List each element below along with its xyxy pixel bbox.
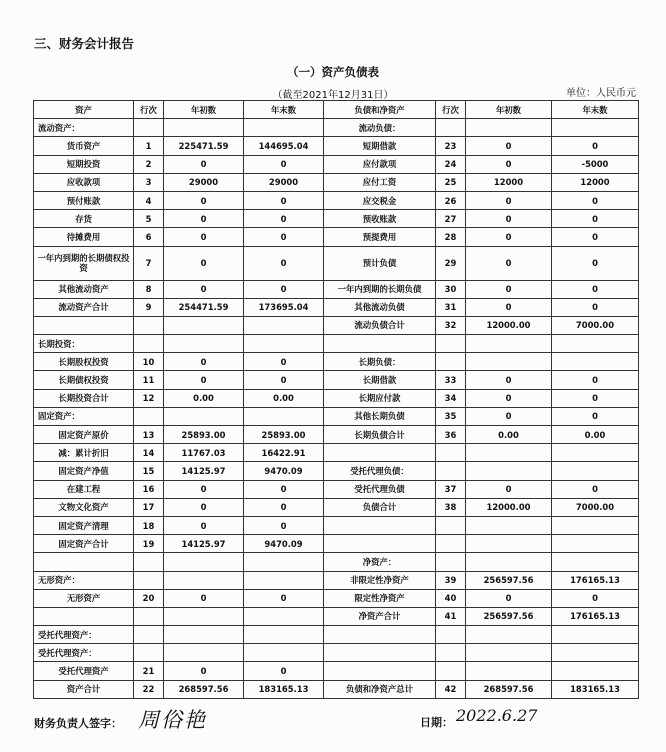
table-cell — [134, 644, 164, 662]
table-cell: 0 — [244, 498, 324, 516]
table-cell — [324, 626, 436, 644]
table-cell — [164, 553, 244, 571]
table-cell — [436, 516, 466, 534]
table-cell — [34, 607, 134, 625]
table-cell: 长期投资合计 — [34, 389, 134, 407]
table-cell: 225471.59 — [164, 137, 244, 155]
table-cell: 2 — [134, 155, 164, 173]
table-cell: 其他流动资产 — [34, 280, 134, 298]
table-cell — [436, 644, 466, 662]
table-row — [34, 462, 639, 480]
table-cell: 0 — [244, 480, 324, 498]
table-cell — [436, 444, 466, 462]
table-cell: 24 — [436, 155, 466, 173]
table-row — [34, 498, 639, 516]
table-cell: 23 — [436, 137, 466, 155]
table-cell: 0 — [164, 210, 244, 228]
table-cell: 0 — [244, 228, 324, 246]
table-cell: 18 — [134, 516, 164, 534]
table-cell — [134, 407, 164, 425]
table-row — [34, 228, 639, 246]
table-cell — [466, 626, 552, 644]
table-cell: 3 — [134, 173, 164, 191]
table-cell: 11 — [134, 371, 164, 389]
table-cell: 0 — [466, 191, 552, 209]
table-cell: 预提费用 — [324, 228, 436, 246]
table-cell: 0 — [244, 191, 324, 209]
table-cell: 26 — [436, 191, 466, 209]
table-cell: 27 — [436, 210, 466, 228]
table-cell: 12000 — [466, 173, 552, 191]
table-cell: 6 — [134, 228, 164, 246]
table-cell: 其他流动负债 — [324, 298, 436, 316]
table-cell: 在建工程 — [34, 480, 134, 498]
table-cell: 37 — [436, 480, 466, 498]
table-cell: 0 — [552, 371, 639, 389]
table-cell: 29000 — [244, 173, 324, 191]
table-row — [34, 589, 639, 607]
table-cell: 0 — [244, 280, 324, 298]
table-cell — [436, 626, 466, 644]
table-cell: 0.00 — [244, 389, 324, 407]
table-cell: 144695.04 — [244, 137, 324, 155]
table-cell: 0 — [164, 191, 244, 209]
table-cell — [552, 644, 639, 662]
table-cell — [436, 553, 466, 571]
table-cell: 0 — [552, 228, 639, 246]
table-cell: 0 — [466, 280, 552, 298]
table-cell: 22 — [134, 680, 164, 698]
table-cell: 流动资产合计 — [34, 298, 134, 316]
table-cell: 0 — [466, 371, 552, 389]
table-row — [34, 280, 639, 298]
table-cell — [466, 644, 552, 662]
table-cell: 固定资产合计 — [34, 535, 134, 553]
table-cell: 14125.97 — [164, 535, 244, 553]
table-cell: 固定资产清理 — [34, 516, 134, 534]
table-cell: 25893.00 — [244, 426, 324, 444]
table-cell — [244, 644, 324, 662]
table-cell: 17 — [134, 498, 164, 516]
table-row — [34, 371, 639, 389]
table-cell: 31 — [436, 298, 466, 316]
table-cell: 0 — [244, 246, 324, 280]
table-cell: 0 — [164, 280, 244, 298]
table-cell: 268597.56 — [466, 680, 552, 698]
table-cell: 32 — [436, 316, 466, 334]
table-cell: 固定资产净值 — [34, 462, 134, 480]
table-cell — [436, 462, 466, 480]
table-cell: 0.00 — [164, 389, 244, 407]
table-cell: 34 — [436, 389, 466, 407]
table-cell: 12000.00 — [466, 316, 552, 334]
table-cell: 0 — [244, 353, 324, 371]
table-cell: 0 — [552, 389, 639, 407]
table-cell — [436, 119, 466, 137]
table-cell: 0 — [244, 371, 324, 389]
table-cell: 长期借款 — [324, 371, 436, 389]
table-cell — [134, 626, 164, 644]
table-cell — [552, 553, 639, 571]
table-cell: 0 — [466, 589, 552, 607]
table-cell — [552, 462, 639, 480]
table-cell: 流动负债合计 — [324, 316, 436, 334]
table-cell: 减：累计折旧 — [34, 444, 134, 462]
table-cell: 41 — [436, 607, 466, 625]
table-cell: 256597.56 — [466, 607, 552, 625]
table-cell — [466, 516, 552, 534]
header-cell: 资产 — [34, 101, 134, 119]
table-cell — [134, 119, 164, 137]
table-cell: 文物文化资产 — [34, 498, 134, 516]
table-cell: 短期投资 — [34, 155, 134, 173]
table-cell — [552, 444, 639, 462]
table-cell — [244, 407, 324, 425]
table-cell: 0 — [466, 407, 552, 425]
table-cell: 受托代理资产： — [34, 644, 134, 662]
table-cell — [134, 553, 164, 571]
table-cell: 长期股权投资 — [34, 353, 134, 371]
table-cell: 待摊费用 — [34, 228, 134, 246]
table-cell — [164, 644, 244, 662]
table-cell: 14 — [134, 444, 164, 462]
table-cell: 33 — [436, 371, 466, 389]
table-cell: 35 — [436, 407, 466, 425]
table-row — [34, 444, 639, 462]
balance-sheet-table — [33, 100, 639, 699]
table-cell — [164, 316, 244, 334]
table-cell — [324, 516, 436, 534]
table-cell: 0 — [164, 228, 244, 246]
table-cell: 28 — [436, 228, 466, 246]
table-cell — [244, 571, 324, 589]
table-cell: 0 — [164, 516, 244, 534]
table-row — [34, 335, 639, 353]
table-row — [34, 662, 639, 680]
table-cell — [244, 553, 324, 571]
table-cell: 0 — [244, 589, 324, 607]
table-row — [34, 644, 639, 662]
table-cell: 14125.97 — [164, 462, 244, 480]
table-cell: 流动资产： — [34, 119, 134, 137]
table-cell: 无形资产 — [34, 589, 134, 607]
table-cell: 0 — [164, 246, 244, 280]
table-cell: 0 — [466, 137, 552, 155]
table-row — [34, 389, 639, 407]
table-cell: 预计负债 — [324, 246, 436, 280]
table-cell: 40 — [436, 589, 466, 607]
table-cell: 19 — [134, 535, 164, 553]
table-cell — [244, 607, 324, 625]
table-cell: 0 — [552, 280, 639, 298]
table-cell: 长期负债： — [324, 353, 436, 371]
table-cell: 长期应付款 — [324, 389, 436, 407]
table-cell: 9470.09 — [244, 535, 324, 553]
table-cell — [324, 535, 436, 553]
table-cell: 存货 — [34, 210, 134, 228]
table-cell — [436, 535, 466, 553]
table-cell: 42 — [436, 680, 466, 698]
table-cell: 0 — [466, 298, 552, 316]
table-cell: 资产合计 — [34, 680, 134, 698]
table-cell — [164, 626, 244, 644]
table-row — [34, 535, 639, 553]
table-cell: 负债和净资产总计 — [324, 680, 436, 698]
table-cell: 应付工资 — [324, 173, 436, 191]
table-cell: 0.00 — [552, 426, 639, 444]
table-title: （一）资产负债表 — [287, 65, 379, 79]
table-cell — [34, 316, 134, 334]
table-cell: 4 — [134, 191, 164, 209]
table-cell — [436, 662, 466, 680]
table-cell — [552, 353, 639, 371]
table-row — [34, 353, 639, 371]
table-cell: -5000 — [552, 155, 639, 173]
table-cell: 5 — [134, 210, 164, 228]
table-cell: 非限定性净资产 — [324, 571, 436, 589]
table-cell — [552, 626, 639, 644]
table-cell: 25893.00 — [164, 426, 244, 444]
table-cell: 0 — [552, 210, 639, 228]
header-cell: 年末数 — [552, 101, 639, 119]
table-cell: 预付账款 — [34, 191, 134, 209]
table-cell — [244, 316, 324, 334]
table-cell: 长期债权投资 — [34, 371, 134, 389]
table-cell: 30 — [436, 280, 466, 298]
table-cell — [34, 553, 134, 571]
table-cell — [552, 516, 639, 534]
table-row — [34, 516, 639, 534]
table-cell: 25 — [436, 173, 466, 191]
table-cell: 0 — [466, 228, 552, 246]
table-cell — [466, 553, 552, 571]
table-row — [34, 191, 639, 209]
table-row — [34, 137, 639, 155]
table-cell: 预收账款 — [324, 210, 436, 228]
table-cell — [164, 571, 244, 589]
table-cell — [134, 571, 164, 589]
table-cell: 受托代理负债： — [324, 462, 436, 480]
section-title: 三、财务会计报告 — [34, 36, 135, 51]
table-cell: 9 — [134, 298, 164, 316]
table-cell: 固定资产： — [34, 407, 134, 425]
table-cell: 受托代理负债 — [324, 480, 436, 498]
table-cell: 0 — [164, 155, 244, 173]
table-header-row — [34, 101, 639, 119]
table-cell: 36 — [436, 426, 466, 444]
table-cell: 9470.09 — [244, 462, 324, 480]
table-cell — [324, 644, 436, 662]
table-cell: 20 — [134, 589, 164, 607]
table-cell: 其他长期负债 — [324, 407, 436, 425]
table-cell: 货币资产 — [34, 137, 134, 155]
table-cell: 16422.91 — [244, 444, 324, 462]
table-cell — [552, 535, 639, 553]
table-cell: 11767.03 — [164, 444, 244, 462]
date-label: 日期： — [420, 716, 453, 729]
table-cell: 应交税金 — [324, 191, 436, 209]
table-cell: 15 — [134, 462, 164, 480]
table-cell: 176165.13 — [552, 607, 639, 625]
header-cell: 年末数 — [244, 101, 324, 119]
table-cell: 0 — [552, 137, 639, 155]
table-cell: 13 — [134, 426, 164, 444]
header-cell: 行次 — [436, 101, 466, 119]
table-cell: 应付款项 — [324, 155, 436, 173]
table-cell: 12000.00 — [466, 498, 552, 516]
table-cell — [244, 335, 324, 353]
table-cell — [466, 535, 552, 553]
table-cell: 净资产： — [324, 553, 436, 571]
table-cell: 一年内到期的长期债权投资 — [34, 246, 134, 280]
table-cell: 0 — [466, 155, 552, 173]
table-cell — [244, 119, 324, 137]
table-cell: 29000 — [164, 173, 244, 191]
table-cell — [134, 335, 164, 353]
table-cell: 0 — [466, 389, 552, 407]
table-cell: 流动负债： — [324, 119, 436, 137]
table-row — [34, 210, 639, 228]
table-cell — [324, 444, 436, 462]
table-cell — [466, 662, 552, 680]
table-cell: 0.00 — [466, 426, 552, 444]
table-cell: 受托代理资产： — [34, 626, 134, 644]
table-cell: 0 — [164, 480, 244, 498]
table-cell: 无形资产： — [34, 571, 134, 589]
table-cell: 38 — [436, 498, 466, 516]
table-cell: 0 — [552, 480, 639, 498]
table-cell — [324, 335, 436, 353]
table-cell: 7 — [134, 246, 164, 280]
table-cell: 受托代理资产 — [34, 662, 134, 680]
table-cell — [466, 119, 552, 137]
table-cell: 268597.56 — [164, 680, 244, 698]
table-row — [34, 173, 639, 191]
table-cell: 176165.13 — [552, 571, 639, 589]
table-cell — [244, 626, 324, 644]
table-body — [34, 119, 639, 699]
table-row — [34, 246, 639, 280]
table-cell: 7000.00 — [552, 316, 639, 334]
table-cell: 7000.00 — [552, 498, 639, 516]
table-cell: 长期投资： — [34, 335, 134, 353]
table-row — [34, 155, 639, 173]
table-cell: 16 — [134, 480, 164, 498]
table-cell: 256597.56 — [466, 571, 552, 589]
table-cell — [164, 607, 244, 625]
table-cell: 负债合计 — [324, 498, 436, 516]
table-row — [34, 407, 639, 425]
table-cell: 一年内到期的长期负债 — [324, 280, 436, 298]
table-cell: 12000 — [552, 173, 639, 191]
table-cell — [436, 353, 466, 371]
header-cell: 行次 — [134, 101, 164, 119]
table-cell: 0 — [164, 353, 244, 371]
table-row — [34, 626, 639, 644]
table-cell: 0 — [466, 210, 552, 228]
table-cell: 0 — [552, 298, 639, 316]
table-cell: 21 — [134, 662, 164, 680]
table-cell: 0 — [552, 246, 639, 280]
table-cell: 0 — [466, 246, 552, 280]
table-row — [34, 553, 639, 571]
table-cell: 长期负债合计 — [324, 426, 436, 444]
table-cell: 短期借款 — [324, 137, 436, 155]
header-cell: 负债和净资产 — [324, 101, 436, 119]
table-cell: 10 — [134, 353, 164, 371]
header-cell: 年初数 — [466, 101, 552, 119]
table-cell: 0 — [244, 155, 324, 173]
table-cell: 0 — [552, 191, 639, 209]
table-cell: 0 — [466, 480, 552, 498]
table-cell: 限定性净资产 — [324, 589, 436, 607]
table-cell — [552, 119, 639, 137]
table-cell: 0 — [244, 516, 324, 534]
table-cell — [164, 335, 244, 353]
table-cell — [164, 119, 244, 137]
table-cell: 0 — [164, 498, 244, 516]
table-cell: 39 — [436, 571, 466, 589]
table-row — [34, 607, 639, 625]
table-cell: 0 — [164, 589, 244, 607]
table-cell — [466, 335, 552, 353]
table-cell — [552, 662, 639, 680]
table-cell — [466, 353, 552, 371]
table-cell: 183165.13 — [552, 680, 639, 698]
table-cell: 净资产合计 — [324, 607, 436, 625]
table-cell — [552, 335, 639, 353]
table-cell — [466, 444, 552, 462]
handwritten-date: 2022.6.27 — [456, 706, 538, 725]
table-cell: 1 — [134, 137, 164, 155]
table-cell: 29 — [436, 246, 466, 280]
handwritten-signature: 周俗艳 — [138, 708, 207, 732]
currency-unit: 单位：人民币元 — [566, 88, 636, 99]
table-cell — [134, 607, 164, 625]
table-row — [34, 426, 639, 444]
table-row — [34, 316, 639, 334]
table-cell: 0 — [164, 662, 244, 680]
table-cell: 应收款项 — [34, 173, 134, 191]
table-row — [34, 571, 639, 589]
table-row — [34, 480, 639, 498]
signature-label: 财务负责人签字： — [34, 717, 122, 730]
table-cell — [324, 662, 436, 680]
table-cell — [164, 407, 244, 425]
table-cell: 固定资产原价 — [34, 426, 134, 444]
table-cell — [436, 335, 466, 353]
table-cell: 0 — [244, 662, 324, 680]
table-row — [34, 680, 639, 698]
table-cell: 183165.13 — [244, 680, 324, 698]
table-cell: 173695.04 — [244, 298, 324, 316]
header-cell: 年初数 — [164, 101, 244, 119]
table-cell: 0 — [552, 589, 639, 607]
as-of-date: （截至2021年12月31日） — [272, 90, 394, 101]
table-cell — [134, 316, 164, 334]
table-cell — [466, 462, 552, 480]
table-cell: 8 — [134, 280, 164, 298]
table-cell: 254471.59 — [164, 298, 244, 316]
table-row — [34, 119, 639, 137]
table-cell: 0 — [552, 407, 639, 425]
table-row — [34, 298, 639, 316]
table-cell: 0 — [164, 371, 244, 389]
table-cell: 12 — [134, 389, 164, 407]
table-cell: 0 — [244, 210, 324, 228]
